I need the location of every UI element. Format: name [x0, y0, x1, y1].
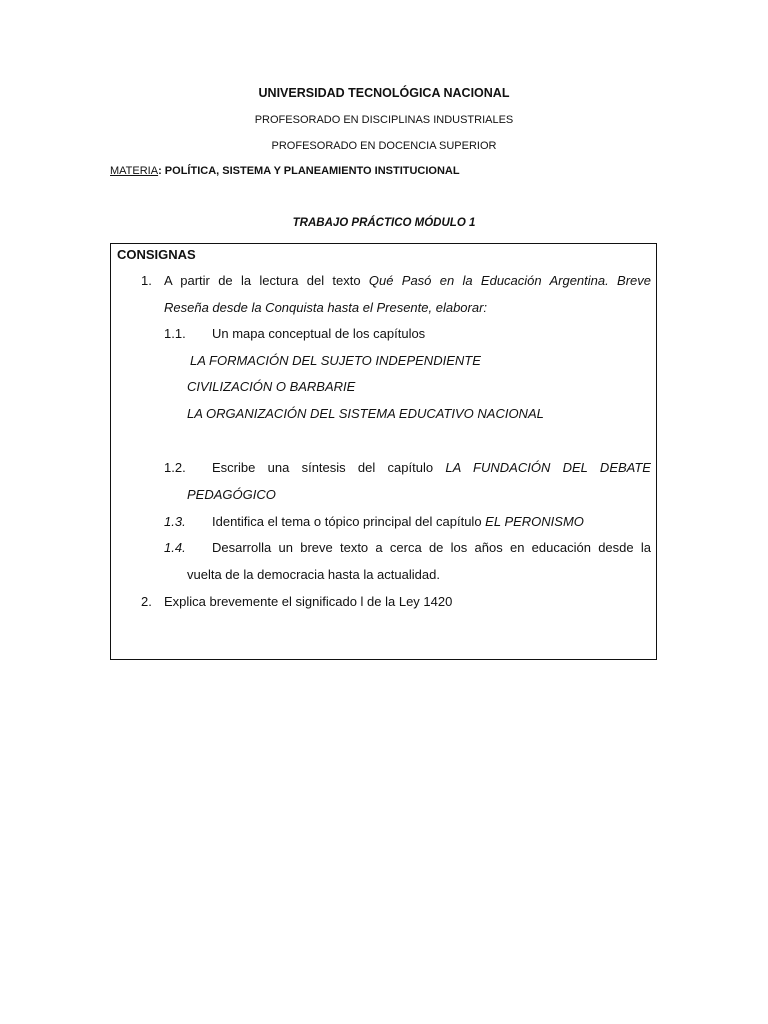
item-1-text	[164, 272, 651, 290]
sub-1-2-lead: Escribe una síntesis del capítulo	[212, 460, 446, 475]
sub-1-4-text: Desarrolla un breve texto a cerca de los años en educación desde la	[212, 540, 651, 555]
item-1-book-title-cont: Reseña desde la Conquista hasta el Presente, elaborar:	[164, 300, 488, 315]
sub-1-2-text	[212, 459, 651, 477]
item-2-number: 2.	[141, 594, 152, 609]
sub-1-3-lead: Identifica el tema o tópico principal del capítulo	[212, 514, 486, 529]
subject-value: POLÍTICA, SISTEMA Y PLANEAMIENTO INSTITUCIONAL	[161, 165, 460, 177]
subject-label: MATERIA	[110, 165, 159, 177]
assignment-title: TRABAJO PRÁCTICO MÓDULO 1	[292, 217, 476, 229]
chapter-item: CIVILIZACIÓN O BARBARIE	[187, 379, 356, 394]
sub-1-2-chapter: LA FUNDACIÓN DEL DEBATE	[445, 460, 651, 475]
sub-1-2-number: 1.2.	[164, 460, 186, 475]
program-higher-ed: PROFESORADO EN DOCENCIA SUPERIOR	[271, 140, 497, 152]
sub-1-2-chapter-cont: PEDAGÓGICO	[187, 487, 276, 502]
sub-1-3-chapter: EL PERONISMO	[485, 514, 584, 529]
sub-1-4-text-cont: vuelta de la democracia hasta la actualidad.	[187, 567, 440, 582]
instructions-heading: CONSIGNAS	[117, 247, 196, 262]
item-1-book-title: Qué Pasó en la Educación Argentina. Breve	[368, 273, 651, 288]
chapter-item: LA ORGANIZACIÓN DEL SISTEMA EDUCATIVO NACIONAL	[187, 406, 544, 421]
item-1-number: 1.	[141, 273, 152, 288]
program-industrial: PROFESORADO EN DISCIPLINAS INDUSTRIALES	[254, 114, 514, 126]
item-1-lead: A partir de la lectura del texto	[164, 273, 369, 288]
sub-1-3-text	[212, 513, 584, 531]
subject-separator: :	[158, 165, 162, 177]
sub-1-3-number: 1.3.	[164, 514, 186, 529]
instructions-box	[110, 243, 657, 660]
item-2-text: Explica brevemente el significado l de la Ley 1420	[164, 594, 453, 609]
chapter-item: LA FORMACIÓN DEL SUJETO INDEPENDIENTE	[190, 353, 481, 368]
university-name: UNIVERSIDAD TECNOLÓGICA NACIONAL	[258, 86, 510, 100]
sub-1-1-text: Un mapa conceptual de los capítulos	[212, 326, 426, 341]
subject-line	[110, 165, 460, 177]
sub-1-1-number: 1.1.	[164, 326, 186, 341]
sub-1-4-number: 1.4.	[164, 540, 186, 555]
